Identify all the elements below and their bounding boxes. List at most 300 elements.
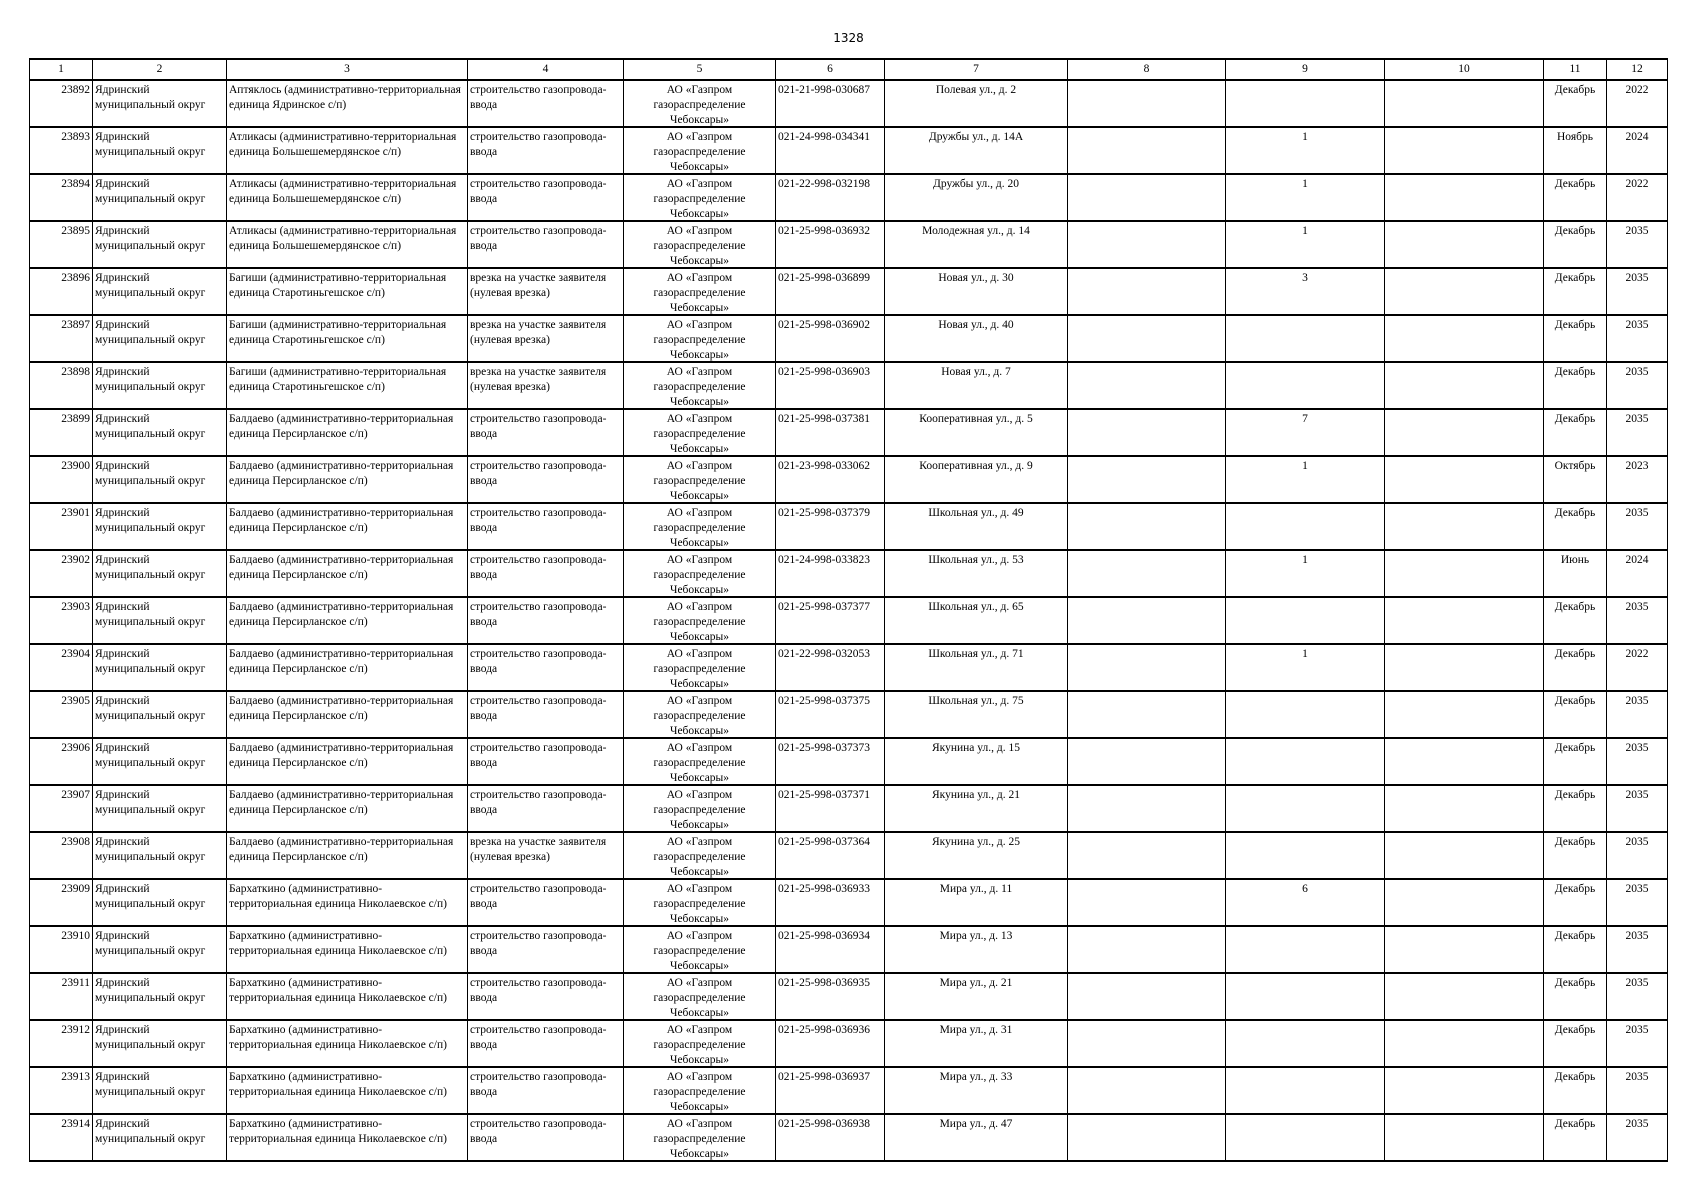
cell-month-text: Декабрь [1554, 742, 1596, 754]
cell-id-text: 23907 [61, 789, 90, 801]
cell-code-text: 021-24-998-034341 [778, 131, 870, 143]
cell-locality-text: Аптяклось (административно-территориальная единица Ядринское с/п) [229, 84, 461, 111]
cell-address-text: Школьная ул., д. 65 [928, 601, 1024, 613]
table-row [30, 973, 1668, 1020]
cell-code [776, 221, 885, 268]
cell-organization-text: АО «Газпром газораспределение Чебоксары» [653, 789, 746, 831]
cell-organization-text: АО «Газпром газораспределение Чебоксары» [653, 460, 746, 502]
cell-id [30, 973, 93, 1020]
cell-organization-text: АО «Газпром газораспределение Чебоксары» [653, 883, 746, 925]
cell-work-type [468, 644, 624, 691]
cell-id [30, 1020, 93, 1067]
cell-district [93, 409, 227, 456]
cell-district [93, 597, 227, 644]
cell-month-text: Декабрь [1554, 507, 1596, 519]
cell-locality-text: Балдаево (административно-территориальная единица Персирланское с/п) [229, 413, 454, 440]
cell-month [1544, 174, 1607, 221]
cell-code-text: 021-25-998-037379 [778, 507, 870, 519]
cell-col-9 [1226, 550, 1385, 597]
cell-work-type [468, 1020, 624, 1067]
cell-work-type-text: строительство газопровода-ввода [470, 507, 607, 534]
cell-year-text: 2023 [1625, 460, 1649, 472]
cell-organization [624, 362, 776, 409]
cell-year [1607, 785, 1668, 832]
cell-id-text: 23914 [61, 1118, 90, 1130]
cell-col-9-text [1226, 316, 1384, 361]
cell-col-10-text [1385, 880, 1543, 925]
cell-month [1544, 268, 1607, 315]
cell-col-8 [1068, 973, 1226, 1020]
cell-year [1607, 973, 1668, 1020]
cell-district-text: Ядринский муниципальный округ [95, 84, 206, 111]
cell-locality [227, 832, 468, 879]
table-row [30, 879, 1668, 926]
cell-col-10-text [1385, 222, 1543, 267]
table-row [30, 362, 1668, 409]
cell-work-type [468, 785, 624, 832]
cell-col-9 [1226, 832, 1385, 879]
cell-organization-text: АО «Газпром газораспределение Чебоксары» [653, 554, 746, 596]
table-row [30, 1114, 1668, 1161]
cell-code [776, 80, 885, 127]
cell-col-10-text [1385, 363, 1543, 408]
cell-col-8-text [1068, 598, 1225, 643]
cell-id [30, 80, 93, 127]
cell-code-text: 021-22-998-032053 [778, 648, 870, 660]
cell-id-text: 23895 [61, 225, 90, 237]
cell-district-text: Ядринский муниципальный округ [95, 695, 206, 722]
cell-locality-text: Атликасы (административно-территориальная единица Большешемердянское с/п) [229, 178, 457, 205]
cell-locality-text: Бархаткино (административно-территориальная единица Николаевское с/п) [229, 883, 447, 910]
cell-col-10 [1385, 456, 1544, 503]
cell-work-type [468, 456, 624, 503]
cell-col-10 [1385, 926, 1544, 973]
cell-col-10 [1385, 879, 1544, 926]
cell-locality-text: Балдаево (административно-территориальная единица Персирланское с/п) [229, 601, 454, 628]
cell-col-8 [1068, 644, 1226, 691]
cell-col-9 [1226, 644, 1385, 691]
cell-col-9-text [1226, 927, 1384, 972]
cell-code-text: 021-25-998-037381 [778, 413, 870, 425]
cell-col-8 [1068, 785, 1226, 832]
cell-code-text: 021-25-998-036935 [778, 977, 870, 989]
cell-col-8 [1068, 550, 1226, 597]
cell-code-text: 021-25-998-036899 [778, 272, 870, 284]
cell-work-type-text: строительство газопровода-ввода [470, 601, 607, 628]
cell-col-8 [1068, 221, 1226, 268]
cell-year-text: 2035 [1625, 1071, 1649, 1083]
cell-col-8-text [1068, 880, 1225, 925]
cell-work-type-text: строительство газопровода-ввода [470, 977, 607, 1004]
cell-id-text: 23893 [61, 131, 90, 143]
table-row [30, 268, 1668, 315]
cell-locality-text: Багиши (административно-территориальная единица Старотиньгешское с/п) [229, 272, 447, 299]
cell-col-8 [1068, 597, 1226, 644]
data-table [29, 58, 1668, 1162]
cell-id-text: 23899 [61, 413, 90, 425]
cell-work-type-text: строительство газопровода-ввода [470, 883, 607, 910]
table-row [30, 80, 1668, 127]
cell-col-10-text [1385, 833, 1543, 878]
cell-district [93, 926, 227, 973]
cell-col-10-text [1385, 81, 1543, 126]
column-header-12: 12 [1607, 59, 1668, 80]
cell-district [93, 456, 227, 503]
cell-col-10 [1385, 644, 1544, 691]
column-header-5: 5 [624, 59, 776, 80]
cell-code-text: 021-23-998-033062 [778, 460, 870, 472]
cell-address [885, 597, 1068, 644]
cell-col-10 [1385, 127, 1544, 174]
cell-district [93, 1114, 227, 1161]
cell-district-text: Ядринский муниципальный округ [95, 272, 206, 299]
cell-col-9-text [1226, 786, 1384, 831]
cell-col-9-text [1226, 739, 1384, 784]
cell-locality [227, 127, 468, 174]
table-header [30, 59, 1668, 80]
cell-district-text: Ядринский муниципальный округ [95, 413, 206, 440]
cell-code-text: 021-22-998-032198 [778, 178, 870, 190]
cell-locality [227, 973, 468, 1020]
cell-locality-text: Балдаево (административно-территориальная единица Персирланское с/п) [229, 507, 454, 534]
cell-year-text: 2022 [1625, 648, 1649, 660]
cell-address [885, 879, 1068, 926]
column-header-4: 4 [468, 59, 624, 80]
cell-month [1544, 80, 1607, 127]
cell-code [776, 738, 885, 785]
cell-address [885, 785, 1068, 832]
cell-address [885, 315, 1068, 362]
cell-code [776, 597, 885, 644]
cell-year-text: 2035 [1625, 695, 1649, 707]
cell-address-text: Мира ул., д. 11 [939, 883, 1013, 895]
cell-col-10-text [1385, 128, 1543, 173]
cell-code-text: 021-25-998-036938 [778, 1118, 870, 1130]
cell-work-type-text: врезка на участке заявителя (нулевая врезка) [470, 272, 607, 299]
cell-col-8-text [1068, 222, 1225, 267]
cell-organization-text: АО «Газпром газораспределение Чебоксары» [653, 742, 746, 784]
cell-code-text: 021-25-998-037364 [778, 836, 870, 848]
cell-col-9 [1226, 503, 1385, 550]
cell-month-text: Декабрь [1554, 930, 1596, 942]
cell-col-8 [1068, 1114, 1226, 1161]
cell-address-text: Кооперативная ул., д. 5 [919, 413, 1033, 425]
cell-address [885, 1114, 1068, 1161]
cell-address-text: Якунина ул., д. 21 [932, 789, 1020, 801]
cell-month [1544, 362, 1607, 409]
cell-address [885, 926, 1068, 973]
cell-organization-text: АО «Газпром газораспределение Чебоксары» [653, 178, 746, 220]
cell-id-text: 23911 [61, 977, 90, 989]
cell-code-text: 021-25-998-036937 [778, 1071, 870, 1083]
cell-col-9-text [1226, 363, 1384, 408]
cell-address [885, 362, 1068, 409]
cell-address-text: Школьная ул., д. 75 [928, 695, 1024, 707]
cell-locality [227, 221, 468, 268]
cell-address-text: Школьная ул., д. 53 [928, 554, 1024, 566]
cell-col-10 [1385, 550, 1544, 597]
cell-month-text: Декабрь [1554, 695, 1596, 707]
cell-work-type [468, 973, 624, 1020]
cell-month [1544, 785, 1607, 832]
table-body [30, 80, 1668, 1161]
cell-district [93, 550, 227, 597]
cell-year [1607, 362, 1668, 409]
table-row [30, 785, 1668, 832]
column-header-3: 3 [227, 59, 468, 80]
cell-col-10 [1385, 1067, 1544, 1114]
cell-district-text: Ядринский муниципальный округ [95, 1024, 206, 1051]
cell-month-text: Декабрь [1554, 178, 1596, 190]
cell-locality-text: Балдаево (административно-территориальная единица Персирланское с/п) [229, 742, 454, 769]
cell-month [1544, 644, 1607, 691]
cell-organization-text: АО «Газпром газораспределение Чебоксары» [653, 836, 746, 878]
cell-year-text: 2022 [1625, 84, 1649, 96]
cell-organization [624, 691, 776, 738]
cell-address [885, 221, 1068, 268]
cell-month [1544, 315, 1607, 362]
cell-col-9 [1226, 1067, 1385, 1114]
cell-district [93, 832, 227, 879]
cell-code [776, 174, 885, 221]
cell-locality [227, 785, 468, 832]
cell-code-text: 021-25-998-036936 [778, 1024, 870, 1036]
cell-col-9 [1226, 973, 1385, 1020]
cell-locality [227, 1114, 468, 1161]
cell-month-text: Декабрь [1554, 601, 1596, 613]
cell-col-9 [1226, 315, 1385, 362]
cell-month [1544, 1114, 1607, 1161]
cell-organization [624, 221, 776, 268]
cell-organization [624, 315, 776, 362]
cell-year-text: 2035 [1625, 601, 1649, 613]
cell-organization [624, 550, 776, 597]
cell-locality [227, 174, 468, 221]
cell-month-text: Декабрь [1554, 319, 1596, 331]
cell-address [885, 503, 1068, 550]
cell-month [1544, 973, 1607, 1020]
cell-id-text: 23898 [61, 366, 90, 378]
cell-col-9 [1226, 691, 1385, 738]
cell-organization [624, 738, 776, 785]
cell-organization-text: АО «Газпром газораспределение Чебоксары» [653, 84, 746, 126]
cell-col-10 [1385, 785, 1544, 832]
cell-code [776, 644, 885, 691]
cell-work-type-text: врезка на участке заявителя (нулевая врезка) [470, 319, 607, 346]
cell-col-8 [1068, 1020, 1226, 1067]
cell-year [1607, 550, 1668, 597]
cell-district [93, 268, 227, 315]
cell-work-type [468, 550, 624, 597]
cell-id [30, 879, 93, 926]
cell-code [776, 879, 885, 926]
table-row [30, 409, 1668, 456]
cell-id [30, 738, 93, 785]
cell-month [1544, 409, 1607, 456]
cell-id-text: 23906 [61, 742, 90, 754]
cell-address-text: Молодежная ул., д. 14 [922, 225, 1030, 237]
cell-year [1607, 597, 1668, 644]
cell-locality [227, 926, 468, 973]
cell-district [93, 785, 227, 832]
cell-id-text: 23902 [61, 554, 90, 566]
cell-col-8-text [1068, 175, 1225, 220]
cell-code-text: 021-25-998-037377 [778, 601, 870, 613]
cell-organization-text: АО «Газпром газораспределение Чебоксары» [653, 413, 746, 455]
cell-district [93, 879, 227, 926]
cell-code-text: 021-25-998-036903 [778, 366, 870, 378]
cell-code [776, 832, 885, 879]
cell-month [1544, 691, 1607, 738]
table-row [30, 550, 1668, 597]
cell-id [30, 550, 93, 597]
cell-organization-text: АО «Газпром газораспределение Чебоксары» [653, 695, 746, 737]
cell-locality-text: Балдаево (административно-территориальная единица Персирланское с/п) [229, 460, 454, 487]
cell-locality-text: Бархаткино (административно-территориальная единица Николаевское с/п) [229, 930, 447, 957]
cell-organization [624, 832, 776, 879]
cell-work-type [468, 362, 624, 409]
cell-code [776, 691, 885, 738]
cell-district [93, 362, 227, 409]
cell-year-text: 2035 [1625, 1024, 1649, 1036]
cell-col-9 [1226, 738, 1385, 785]
cell-col-9 [1226, 1020, 1385, 1067]
cell-col-8-text [1068, 504, 1225, 549]
cell-year [1607, 1114, 1668, 1161]
cell-locality [227, 691, 468, 738]
cell-col-9-text [1226, 833, 1384, 878]
cell-col-10 [1385, 174, 1544, 221]
cell-col-10-text [1385, 692, 1543, 737]
cell-address-text: Новая ул., д. 7 [941, 366, 1011, 378]
cell-col-9-text [1226, 1068, 1384, 1113]
cell-id-text: 23901 [61, 507, 90, 519]
cell-work-type [468, 409, 624, 456]
cell-col-8-text [1068, 128, 1225, 173]
table-row [30, 456, 1668, 503]
cell-district-text: Ядринский муниципальный округ [95, 460, 206, 487]
cell-id-text: 23905 [61, 695, 90, 707]
cell-col-9-text: 1 [1302, 178, 1308, 190]
cell-month [1544, 1067, 1607, 1114]
table-row [30, 926, 1668, 973]
cell-locality [227, 456, 468, 503]
cell-year-text: 2035 [1625, 413, 1649, 425]
cell-col-9-text: 7 [1302, 413, 1308, 425]
cell-col-8-text [1068, 645, 1225, 690]
cell-code [776, 127, 885, 174]
cell-locality [227, 1020, 468, 1067]
cell-locality-text: Бархаткино (административно-территориальная единица Николаевское с/п) [229, 1071, 447, 1098]
cell-work-type-text: строительство газопровода-ввода [470, 1118, 607, 1145]
cell-col-10 [1385, 80, 1544, 127]
table-row [30, 644, 1668, 691]
cell-address [885, 409, 1068, 456]
cell-year-text: 2035 [1625, 977, 1649, 989]
cell-code [776, 785, 885, 832]
cell-code [776, 409, 885, 456]
cell-organization-text: АО «Газпром газораспределение Чебоксары» [653, 319, 746, 361]
cell-district [93, 644, 227, 691]
cell-col-8 [1068, 456, 1226, 503]
cell-col-9-text [1226, 1115, 1384, 1160]
cell-district-text: Ядринский муниципальный округ [95, 131, 206, 158]
cell-month-text: Декабрь [1554, 883, 1596, 895]
cell-id [30, 221, 93, 268]
cell-district-text: Ядринский муниципальный округ [95, 977, 206, 1004]
column-header-8: 8 [1068, 59, 1226, 80]
cell-id-text: 23908 [61, 836, 90, 848]
cell-col-8-text [1068, 974, 1225, 1019]
cell-work-type-text: строительство газопровода-ввода [470, 648, 607, 675]
cell-code-text: 021-25-998-036902 [778, 319, 870, 331]
cell-locality-text: Бархаткино (административно-территориальная единица Николаевское с/п) [229, 1118, 447, 1145]
cell-organization [624, 127, 776, 174]
cell-district [93, 315, 227, 362]
cell-work-type-text: врезка на участке заявителя (нулевая врезка) [470, 836, 607, 863]
cell-col-8-text [1068, 316, 1225, 361]
cell-address [885, 738, 1068, 785]
table-row [30, 691, 1668, 738]
cell-work-type-text: строительство газопровода-ввода [470, 554, 607, 581]
cell-col-10 [1385, 973, 1544, 1020]
cell-col-9-text [1226, 1021, 1384, 1066]
cell-year [1607, 691, 1668, 738]
cell-work-type [468, 315, 624, 362]
cell-address-text: Школьная ул., д. 49 [928, 507, 1024, 519]
cell-organization [624, 503, 776, 550]
cell-code-text: 021-24-998-033823 [778, 554, 870, 566]
cell-id [30, 409, 93, 456]
cell-month-text: Декабрь [1554, 84, 1596, 96]
cell-id-text: 23896 [61, 272, 90, 284]
cell-month [1544, 738, 1607, 785]
cell-col-9-text: 6 [1302, 883, 1308, 895]
cell-work-type-text: строительство газопровода-ввода [470, 131, 607, 158]
cell-col-8-text [1068, 927, 1225, 972]
cell-work-type-text: строительство газопровода-ввода [470, 460, 607, 487]
column-header-1: 1 [30, 59, 93, 80]
cell-col-9 [1226, 221, 1385, 268]
cell-month-text: Октябрь [1554, 460, 1596, 472]
cell-organization-text: АО «Газпром газораспределение Чебоксары» [653, 1118, 746, 1160]
cell-year [1607, 926, 1668, 973]
cell-address [885, 80, 1068, 127]
cell-work-type [468, 597, 624, 644]
cell-work-type [468, 174, 624, 221]
cell-col-10-text [1385, 1115, 1543, 1160]
cell-organization [624, 1067, 776, 1114]
column-header-11: 11 [1544, 59, 1607, 80]
cell-year [1607, 268, 1668, 315]
cell-col-9 [1226, 926, 1385, 973]
cell-month-text: Декабрь [1554, 225, 1596, 237]
cell-locality-text: Багиши (административно-территориальная единица Старотиньгешское с/п) [229, 366, 447, 393]
cell-year-text: 2035 [1625, 742, 1649, 754]
cell-district-text: Ядринский муниципальный округ [95, 178, 206, 205]
cell-col-10-text [1385, 974, 1543, 1019]
cell-address [885, 174, 1068, 221]
cell-organization-text: АО «Газпром газораспределение Чебоксары» [653, 648, 746, 690]
cell-district-text: Ядринский муниципальный округ [95, 836, 206, 863]
table-row [30, 832, 1668, 879]
cell-organization [624, 644, 776, 691]
cell-address-text: Мира ул., д. 31 [939, 1024, 1013, 1036]
cell-year-text: 2035 [1625, 366, 1649, 378]
cell-year-text: 2035 [1625, 883, 1649, 895]
cell-col-10 [1385, 362, 1544, 409]
cell-address [885, 644, 1068, 691]
